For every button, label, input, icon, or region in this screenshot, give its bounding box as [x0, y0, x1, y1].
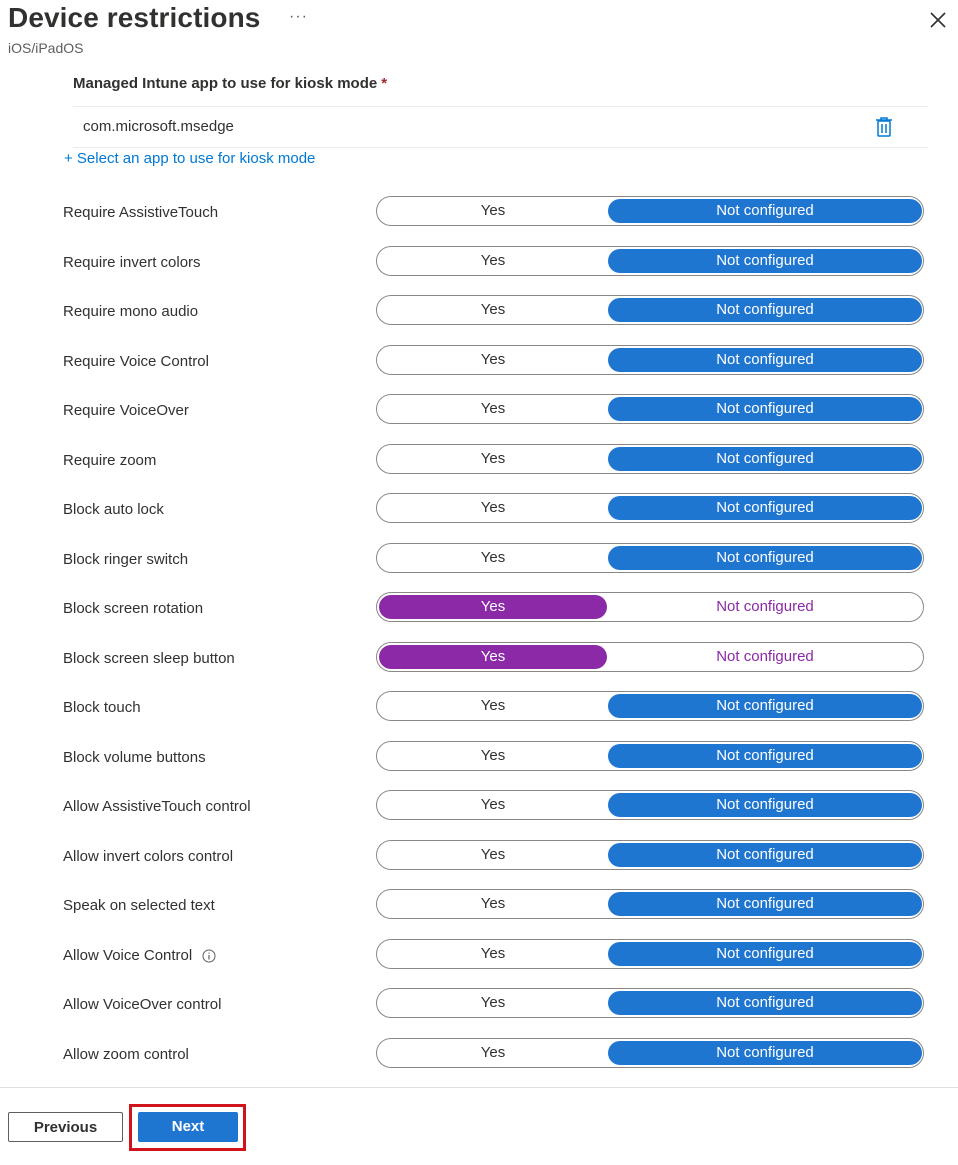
setting-label-text: Allow invert colors control [63, 848, 234, 865]
setting-label-text: Allow AssistiveTouch control [63, 798, 251, 815]
kiosk-app-name: com.microsoft.msedge [83, 118, 234, 135]
setting-toggle [376, 345, 924, 375]
setting-label [63, 749, 206, 766]
select-app-link[interactable]: + Select an app to use for kiosk mode [64, 150, 316, 167]
setting-row [0, 790, 958, 824]
setting-row [0, 493, 958, 527]
toggle-option-not-configured[interactable]: Not configured [608, 496, 922, 520]
setting-label [63, 897, 215, 914]
setting-toggle [376, 642, 924, 672]
setting-label-text: Block screen sleep button [63, 650, 235, 667]
toggle-option-not-configured[interactable]: Not configured [716, 598, 814, 615]
toggle-option-not-configured[interactable]: Not configured [716, 648, 814, 665]
setting-toggle [376, 394, 924, 424]
setting-label-text: Allow zoom control [63, 1046, 189, 1063]
next-button[interactable]: Next [138, 1112, 238, 1142]
delete-icon[interactable] [874, 116, 894, 138]
setting-label [63, 353, 209, 370]
setting-toggle [376, 988, 924, 1018]
toggle-option-yes[interactable]: Yes [480, 400, 506, 417]
setting-toggle [376, 790, 924, 820]
setting-label [63, 947, 216, 964]
setting-label-text: Require AssistiveTouch [63, 204, 219, 221]
setting-row [0, 939, 958, 973]
toggle-option-yes[interactable]: Yes [480, 301, 506, 318]
footer-divider [0, 1087, 958, 1088]
setting-label-text: Require Voice Control [63, 353, 209, 370]
toggle-option-yes[interactable]: Yes [480, 994, 506, 1011]
setting-toggle [376, 295, 924, 325]
setting-label-text: Require zoom [63, 452, 157, 469]
setting-row [0, 295, 958, 329]
setting-label-text: Require invert colors [63, 254, 201, 271]
toggle-option-not-configured[interactable]: Not configured [608, 942, 922, 966]
close-icon[interactable] [927, 9, 949, 31]
setting-label-text: Require mono audio [63, 303, 199, 320]
setting-toggle [376, 691, 924, 721]
previous-button[interactable]: Previous [8, 1112, 123, 1142]
toggle-option-not-configured[interactable]: Not configured [608, 447, 922, 471]
setting-row [0, 246, 958, 280]
toggle-option-yes[interactable]: Yes [480, 846, 506, 863]
setting-label-text: Block screen rotation [63, 600, 204, 617]
setting-label-text: Block ringer switch [63, 551, 189, 568]
toggle-option-yes[interactable]: Yes [480, 252, 506, 269]
setting-toggle [376, 741, 924, 771]
setting-label [63, 996, 221, 1013]
setting-label [63, 402, 189, 419]
setting-label [63, 699, 141, 716]
setting-label [63, 600, 203, 617]
page-subtitle: iOS/iPadOS [8, 40, 84, 56]
toggle-option-yes[interactable]: Yes [379, 645, 607, 669]
toggle-option-not-configured[interactable]: Not configured [608, 249, 922, 273]
setting-toggle [376, 543, 924, 573]
setting-label-text: Block auto lock [63, 501, 164, 518]
setting-toggle [376, 1038, 924, 1068]
setting-toggle [376, 246, 924, 276]
toggle-option-not-configured[interactable]: Not configured [608, 1041, 922, 1065]
setting-row [0, 741, 958, 775]
setting-toggle [376, 889, 924, 919]
setting-toggle [376, 493, 924, 523]
required-marker: * [381, 75, 388, 92]
setting-label [63, 650, 235, 667]
setting-toggle [376, 939, 924, 969]
toggle-option-yes[interactable]: Yes [480, 895, 506, 912]
toggle-option-yes[interactable]: Yes [480, 499, 506, 516]
toggle-option-not-configured[interactable]: Not configured [608, 793, 922, 817]
toggle-option-not-configured[interactable]: Not configured [608, 843, 922, 867]
toggle-option-not-configured[interactable]: Not configured [608, 348, 922, 372]
toggle-option-yes[interactable]: Yes [480, 202, 506, 219]
toggle-option-yes[interactable]: Yes [480, 1044, 506, 1061]
setting-label-text: Allow Voice Control [63, 947, 193, 964]
setting-row [0, 1038, 958, 1072]
setting-label [63, 204, 218, 221]
setting-label-text: Block touch [63, 699, 141, 716]
setting-label [63, 1046, 189, 1063]
toggle-option-not-configured[interactable]: Not configured [608, 892, 922, 916]
setting-label [63, 452, 156, 469]
setting-row [0, 642, 958, 676]
page-title: Device restrictions [8, 2, 261, 33]
setting-label-text: Speak on selected text [63, 897, 215, 914]
kiosk-app-label [73, 75, 387, 92]
setting-label-text: Block volume buttons [63, 749, 206, 766]
toggle-option-yes[interactable]: Yes [480, 549, 506, 566]
setting-row [0, 691, 958, 725]
setting-label [63, 551, 188, 568]
info-icon[interactable] [202, 949, 216, 963]
setting-label-text: Require VoiceOver [63, 402, 189, 419]
setting-row [0, 444, 958, 478]
setting-row [0, 889, 958, 923]
toggle-option-yes[interactable]: Yes [480, 796, 506, 813]
kiosk-app-row [73, 106, 928, 148]
setting-label-text: Allow VoiceOver control [63, 996, 222, 1013]
setting-toggle [376, 592, 924, 622]
toggle-option-yes[interactable]: Yes [379, 595, 607, 619]
setting-label [63, 303, 198, 320]
toggle-option-yes[interactable]: Yes [480, 945, 506, 962]
setting-row [0, 345, 958, 379]
toggle-option-not-configured[interactable]: Not configured [608, 199, 922, 223]
toggle-option-yes[interactable]: Yes [480, 747, 506, 764]
toggle-option-not-configured[interactable]: Not configured [608, 298, 922, 322]
toggle-option-yes[interactable]: Yes [480, 697, 506, 714]
setting-row [0, 543, 958, 577]
toggle-option-not-configured[interactable]: Not configured [608, 546, 922, 570]
toggle-option-not-configured[interactable]: Not configured [608, 694, 922, 718]
more-options-icon[interactable]: ··· [289, 8, 308, 25]
toggle-option-not-configured[interactable]: Not configured [608, 991, 922, 1015]
toggle-option-yes[interactable]: Yes [480, 450, 506, 467]
setting-label [63, 798, 251, 815]
setting-row [0, 394, 958, 428]
setting-label [63, 501, 164, 518]
toggle-option-not-configured[interactable]: Not configured [608, 397, 922, 421]
kiosk-app-label-text: Managed Intune app to use for kiosk mode [73, 75, 378, 92]
setting-row [0, 988, 958, 1022]
setting-row [0, 840, 958, 874]
toggle-option-yes[interactable]: Yes [480, 351, 506, 368]
toggle-option-not-configured[interactable]: Not configured [608, 744, 922, 768]
header [0, 0, 958, 70]
setting-row [0, 196, 958, 230]
setting-label [63, 848, 233, 865]
setting-label [63, 254, 201, 271]
setting-toggle [376, 196, 924, 226]
setting-toggle [376, 840, 924, 870]
setting-toggle [376, 444, 924, 474]
setting-row [0, 592, 958, 626]
